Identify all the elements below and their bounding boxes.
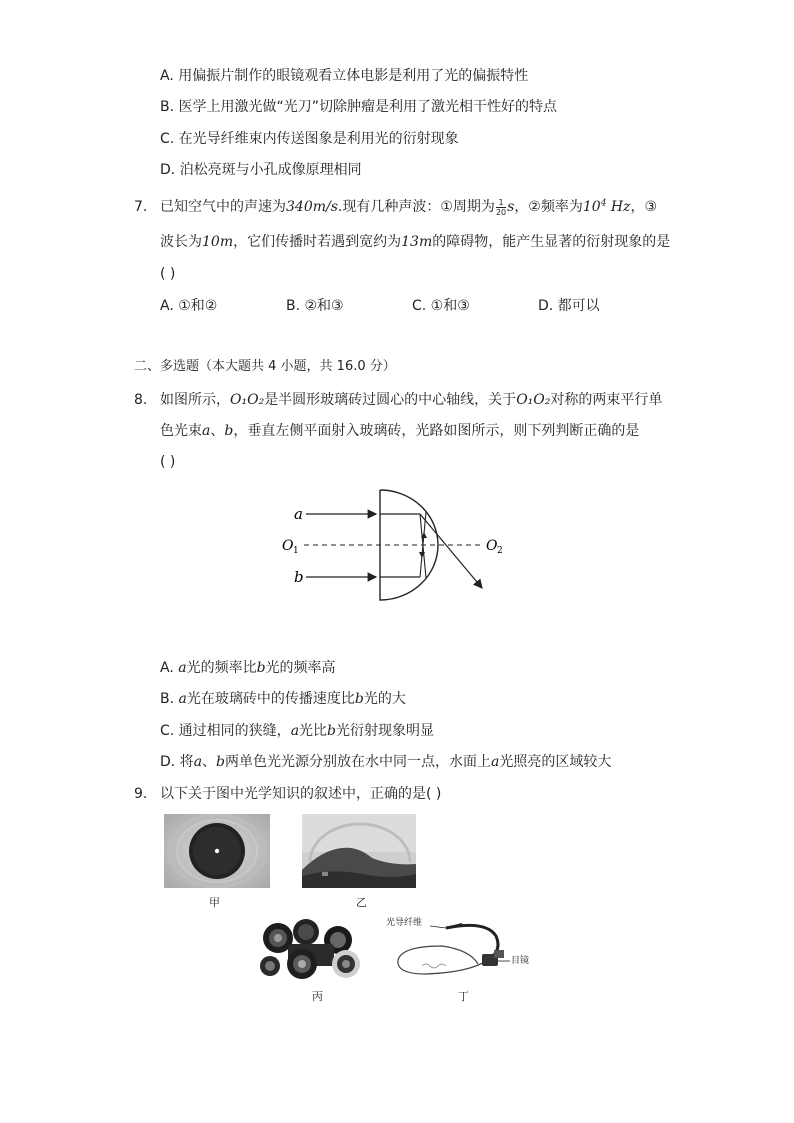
label-o2-sub: 2 bbox=[497, 546, 503, 556]
camera-lenses-photo bbox=[258, 918, 368, 984]
q8-answer-bracket: ( ) bbox=[160, 454, 176, 470]
q8-option-c: C. 通过相同的狭缝，a光比b光衍射现象明显 bbox=[160, 723, 435, 739]
q8-number: 8. bbox=[134, 392, 148, 408]
q7-number: 7. bbox=[134, 199, 148, 215]
q7-line2: 波长为10m，它们传播时若遇到宽约为13m的障碍物，能产生显著的衍射现象的是 bbox=[160, 234, 671, 250]
caption-bing: 丙 bbox=[312, 990, 323, 1003]
q9-number: 9. bbox=[134, 786, 148, 802]
q8-option-d: D. 将a、b两单色光光源分别放在水中同一点，水面上a光照亮的区域较大 bbox=[160, 754, 612, 770]
period-fraction: $\frac{1}{20}$ bbox=[495, 197, 507, 217]
bright-spot bbox=[215, 849, 219, 853]
poisson-spot-photo bbox=[164, 814, 270, 888]
q6-option-c: C. 在光导纤维束内传送图象是利用光的衍射现象 bbox=[160, 131, 459, 147]
q8-line1: 如图所示，O₁O₂是半圆形玻璃砖过圆心的中心轴线，关于O₁O₂对称的两束平行单 bbox=[160, 392, 663, 408]
q8-line2: 色光束a、b，垂直左侧平面射入玻璃砖，光路如图所示，则下列判断正确的是 bbox=[160, 423, 640, 439]
caption-ding: 丁 bbox=[458, 990, 469, 1003]
q7-option-a: A. ①和② bbox=[160, 298, 218, 314]
q7-answer-bracket: ( ) bbox=[160, 266, 176, 282]
caption-yi: 乙 bbox=[356, 896, 367, 909]
q8-option-b: B. a光在玻璃砖中的传播速度比b光的大 bbox=[160, 691, 406, 707]
caption-jia: 甲 bbox=[209, 896, 220, 909]
glass-brick-figure bbox=[276, 486, 526, 606]
label-o2: O bbox=[486, 538, 498, 554]
q6-option-b: B. 医学上用激光做“光刀”切除肿瘤是利用了激光相干性好的特点 bbox=[160, 99, 558, 115]
label-o1: O bbox=[282, 538, 294, 554]
label-a: a bbox=[294, 505, 303, 523]
q7-option-c: C. ①和③ bbox=[412, 298, 470, 314]
q6-option-d: D. 泊松亮斑与小孔成像原理相同 bbox=[160, 162, 362, 178]
q9-text: 以下关于图中光学知识的叙述中，正确的是( ) bbox=[160, 786, 442, 802]
q8-option-a: A. a光的频率比b光的频率高 bbox=[160, 660, 336, 676]
fiber-label: 光导纤维 bbox=[386, 918, 423, 928]
q6-option-a: A. 用偏振片制作的眼镜观看立体电影是利用了光的偏振特性 bbox=[160, 68, 529, 84]
q7-option-d: D. 都可以 bbox=[538, 298, 600, 314]
label-o1-sub: 1 bbox=[293, 546, 299, 556]
eyepiece-label: 目镜 bbox=[511, 956, 530, 966]
q7-option-b: B. ②和③ bbox=[286, 298, 344, 314]
q7-line1: 已知空气中的声速为340m/s.现有几种声波：①周期为 $\frac{1}{20}$ s，②频率为$10^4$ Hz，③ bbox=[160, 197, 658, 217]
emergent-ray bbox=[420, 514, 482, 588]
section-title: 二、多选题（本大题共 4 小题，共 16.0 分） bbox=[134, 359, 396, 374]
rainbow-photo bbox=[302, 814, 416, 888]
label-b: b bbox=[294, 568, 304, 586]
